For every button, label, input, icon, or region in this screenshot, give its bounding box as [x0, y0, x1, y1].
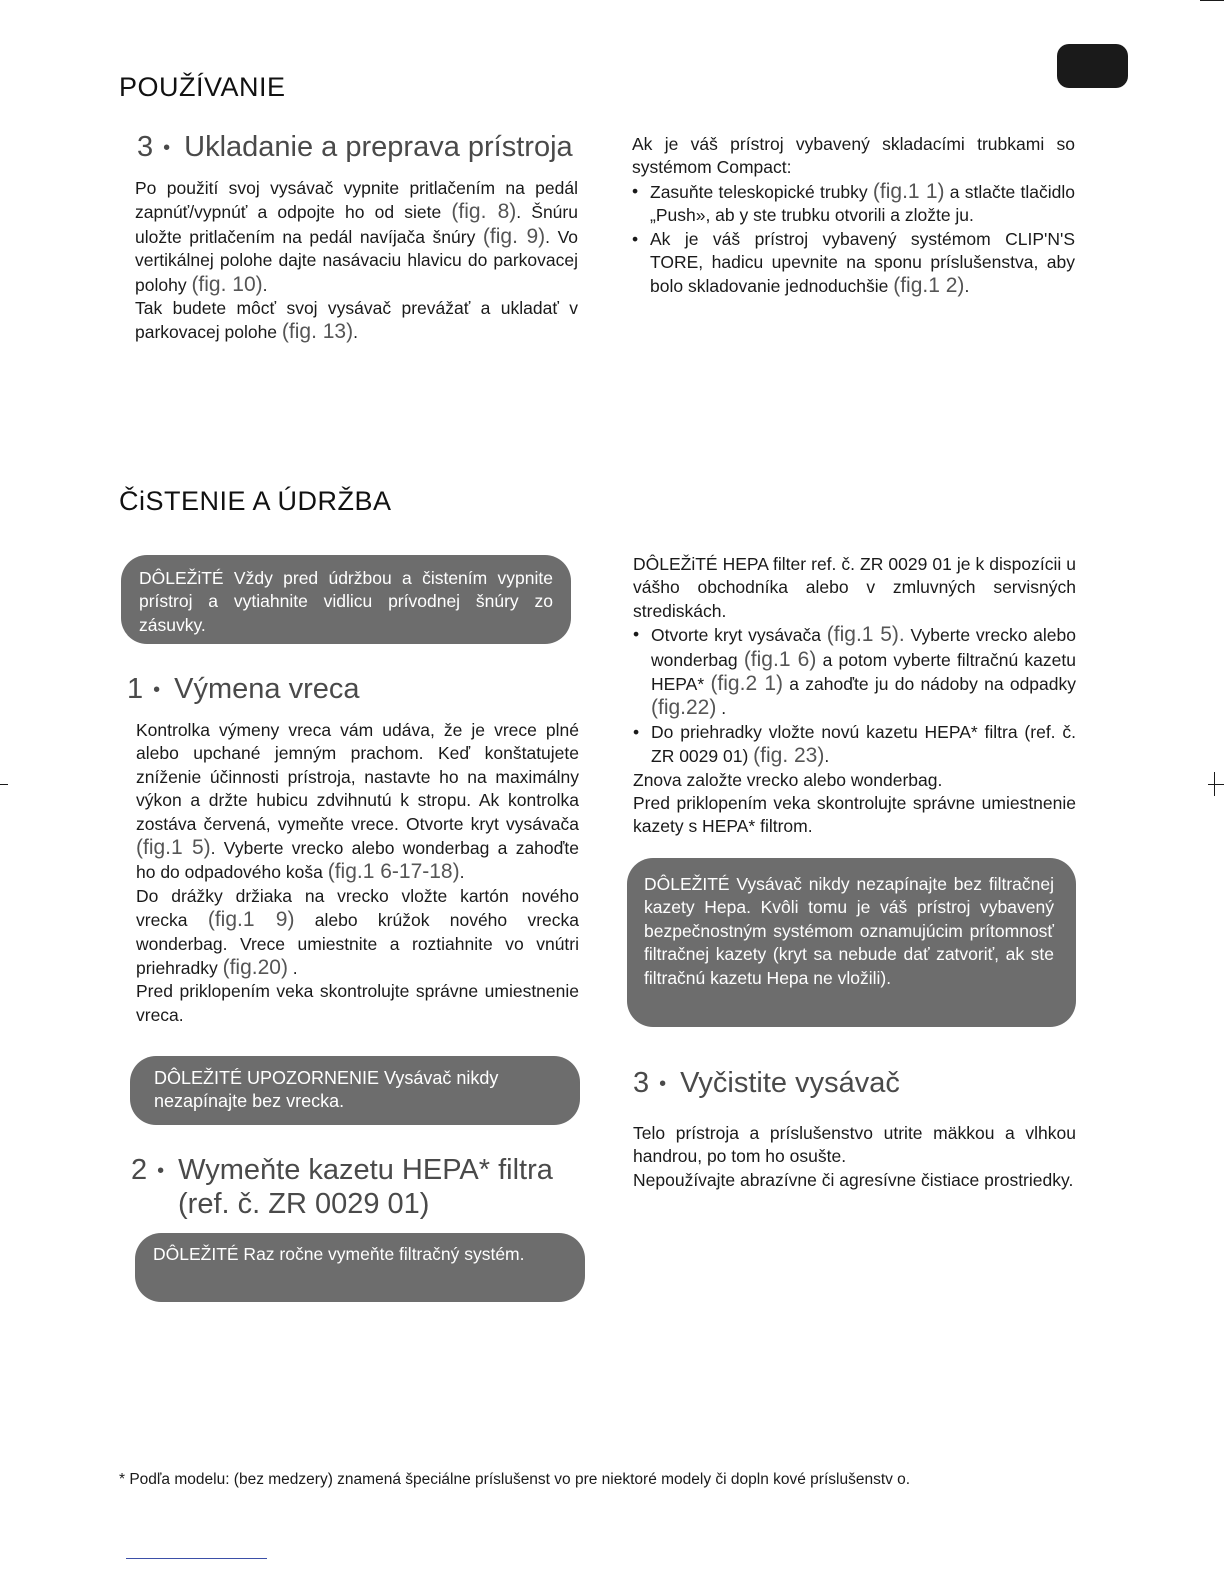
heading-line: (ref. č. ZR 0029 01) [178, 1187, 430, 1220]
crop-mark [1214, 772, 1215, 796]
fig-ref: (fig. 10) [191, 272, 263, 296]
heading-text: Ukladanie a preprava prístroja [184, 131, 573, 163]
bullet-dot: • [659, 1072, 667, 1095]
note-yearly: DÔLEŽITÉ Raz ročne vymeňte filtračný systém. [135, 1233, 585, 1302]
crop-mark [1200, 0, 1224, 1]
list-item: • Do priehradky vložte novú kazetu HEPA* filtra (ref. č. ZR 0029 01) (fig. 23). [633, 721, 1076, 769]
bullet-dot: • [157, 1159, 165, 1182]
bag-text [136, 719, 579, 1027]
bullet-list [633, 623, 1076, 768]
paragraph: Po použití svoj vysávač vypnite pritlačením na pedál zapnúť/vypnúť a odpojte ho od siete (fig. 8). Šnúru uložte pritlačením na pedál navíjača šnúry (fig. 9). Vo vertikálnej polohe dajte nasávaciu hlavicu do parkovacej polohy (fig. 10). [135, 178, 579, 296]
fig-ref: (fig.1 6) [743, 647, 817, 671]
heading-hepa [131, 1154, 553, 1221]
heading-text: Vyčistite vysávač [680, 1067, 900, 1099]
fig-ref: (fig.1 5) [136, 836, 211, 860]
paragraph: Tak budete môcť svoj vysávač prevážať a ukladať v parkovacej polohe (fig. 13). [135, 298, 578, 344]
bullet-dot: • [163, 136, 171, 159]
paragraph: Pred priklopením veka skontrolujte správne umiestnenie vreca. [136, 981, 579, 1025]
heading-text: Výmena vreca [174, 673, 360, 705]
footnote: * Podľa modelu: (bez medzery) znamená špeciálne príslušenst vo pre niektoré modely či dopln kové príslušenstv o. [119, 1471, 911, 1488]
heading-bag [127, 673, 360, 706]
paragraph: Ak je váš prístroj vybavený skladacími trubkami so systémom Compact: [632, 134, 1075, 178]
fig-ref: (fig.1 1) [872, 179, 945, 203]
fig-ref: (fig.1 5). [826, 623, 905, 647]
note-no-filter: DÔLEŽITÉ Vysávač nikdy nezapínajte bez filtračnej kazety Hepa. Kvôli tomu je váš prístroj vybavený bezpečnostným systémom oznamujúcim prítomnosť filtračnej kazety (kryt sa nebude dať zatvoriť, ak ste filtračnú kazetu Hepa ne vložili). [627, 858, 1076, 1027]
heading-clean [633, 1067, 900, 1100]
compact-text [632, 133, 1075, 299]
language-tab [1057, 44, 1128, 88]
section-title-cleaning: ČiSTENIE A ÚDRŽBA [119, 486, 392, 516]
paragraph: DÔLEŽiTÉ HEPA filter ref. č. ZR 0029 01 je k dispozícii u vášho obchodníka alebo v zmluvných servisných strediskách. [633, 554, 1076, 621]
fig-ref: (fig. 23) [753, 744, 825, 768]
fig-ref: (fig.20) [222, 956, 288, 980]
list-item: • Otvorte kryt vysávača (fig.1 5). Vyberte vrecko alebo wonderbag (fig.1 6) a potom vyberte filtračnú kazetu HEPA* (fig.2 1) a zahoďte ju do nádoby na odpadky (fig.22) . [633, 623, 1076, 721]
list-item: • Ak je váš prístroj vybavený systémom CLIP'N'S TORE, hadicu upevnite na sponu príslušenstva, aby bolo skladovanie jednoduchšie (fig.1 2). [632, 228, 1075, 299]
fig-ref: (fig. 9) [482, 224, 546, 248]
fig-ref: (fig.2 1) [710, 672, 784, 696]
note-no-bag: DÔLEŽITÉ UPOZORNENIE Vysávač nikdy nezapínajte bez vrecka. [130, 1056, 580, 1125]
paragraph: Znova založte vrecko alebo wonderbag. [633, 769, 943, 790]
clean-text [633, 1122, 1076, 1192]
paragraph: Telo prístroja a príslušenstvo utrite mäkkou a vlhkou handrou, po tom ho osušte. [633, 1123, 1076, 1167]
bottom-rule [126, 1558, 267, 1559]
heading-storage [137, 131, 573, 164]
paragraph: Nepoužívajte abrazívne či agresívne čistiace prostriedky. [633, 1169, 1074, 1190]
paragraph: Do drážky držiaka na vrecko vložte kartón nového vrecka (fig.1 9) alebo krúžok nového vrecka wonderbag. Vrece umiestnite a roztiahnite vo vnútri priehradky (fig.20) . [136, 885, 579, 980]
heading-number: 2 [131, 1154, 148, 1186]
hepa-text [633, 553, 1076, 839]
heading-line [131, 1154, 553, 1188]
heading-number: 3 [633, 1067, 650, 1099]
fig-ref: (fig. 13) [281, 320, 354, 344]
fig-ref: (fig.1 9) [207, 908, 295, 932]
bullet-list [632, 180, 1075, 299]
storage-text [135, 177, 578, 345]
paragraph: Pred priklopením veka skontrolujte správne umiestnenie kazety s HEPA* filtrom. [633, 793, 1076, 837]
heading-text: Wymeňte kazetu HEPA* filtra [178, 1154, 553, 1186]
heading-number: 3 [137, 131, 154, 163]
heading-number: 1 [127, 673, 144, 705]
fig-ref: (fig.1 2) [893, 274, 965, 298]
paragraph: Kontrolka výmeny vreca vám udáva, že je vrece plné alebo upchané jemným prachom. Keď konštatujete zníženie účinnosti prístroja, nastavte ho na maximálny výkon a držte hubicu zdvihnutú k stropu. Ak kontrolka zostáva červená, vymeňte vrece. Otvorte kryt vysávača (fig.1 5). Vyberte vrecko alebo wonderbag a zahoďte ho do odpadového koša (fig.1 6-17-18). [136, 720, 579, 884]
bullet-dot: • [153, 678, 161, 701]
list-item: • Zasuňte teleskopické trubky (fig.1 1) a stlačte tlačidlo „Push», ab y ste trubku otvorili a zložte ju. [632, 180, 1075, 228]
fig-ref: (fig.22) [651, 696, 717, 720]
crop-mark [1208, 784, 1224, 785]
crop-mark [0, 784, 8, 785]
fig-ref: (fig.1 6-17-18) [327, 860, 460, 884]
fig-ref: (fig. 8) [451, 200, 517, 224]
section-title-usage: POUŽÍVANIE [119, 72, 286, 102]
note-unplug: DÔLEŽiTÉ Vždy pred údržbou a čistením vypnite prístroj a vytiahnite vidlicu prívodnej šnúry zo zásuvky. [121, 555, 571, 644]
